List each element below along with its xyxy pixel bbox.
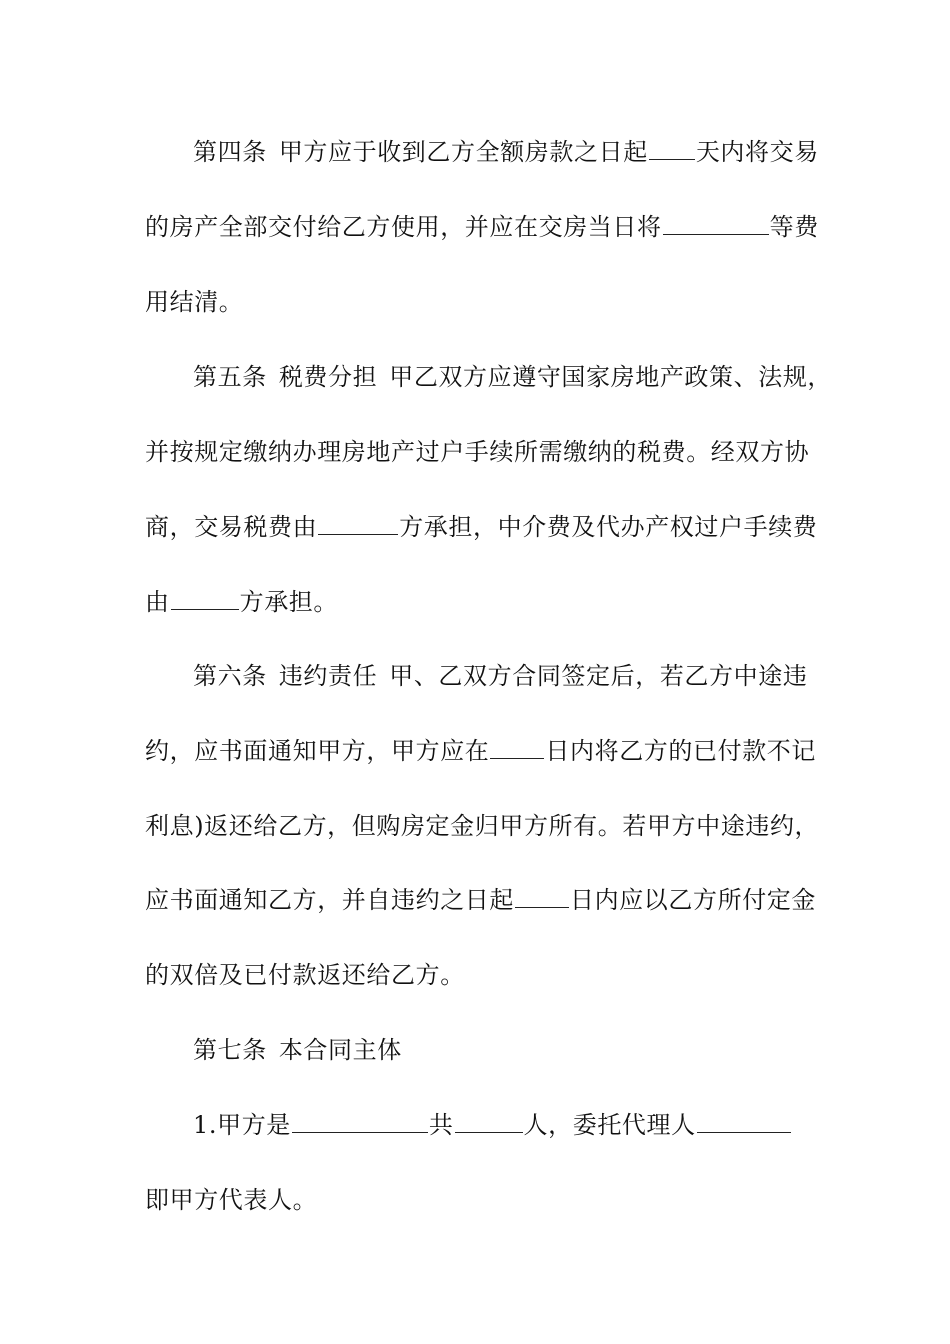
article-number: 第五条: [193, 363, 267, 391]
article-text: 甲方应于收到乙方全额房款之日起: [278, 138, 648, 166]
article4-line2: [145, 211, 819, 243]
article6-line5: 的双倍及已付款返还给乙方。: [145, 961, 465, 989]
fill-blank[interactable]: [515, 885, 569, 908]
article-text: 约，应书面通知甲方，甲方应在: [145, 737, 490, 765]
article4-line3: 用结清。: [145, 288, 244, 316]
article-text: 应书面通知乙方，并自违约之日起: [145, 886, 514, 914]
article-text: 1.甲方是: [193, 1111, 291, 1139]
fill-blank[interactable]: [292, 1110, 428, 1133]
article5-line3: [145, 511, 817, 543]
article5-line2: 并按规定缴纳办理房地产过户手续所需缴纳的税费。经双方协: [145, 438, 810, 466]
article-text: 日内应以乙方所付定金: [570, 886, 816, 914]
article-number: 第六条: [193, 662, 267, 690]
article-text: 等费: [769, 213, 819, 241]
fill-blank[interactable]: [649, 137, 695, 160]
article6-line1: [193, 660, 807, 692]
article-text: 方承担。: [239, 588, 339, 616]
article6-line3: 利息)返还给乙方，但购房定金归甲方所有。若甲方中途违约，: [145, 812, 820, 840]
article-subtitle: 违约责任: [278, 662, 378, 690]
article7-item1: [193, 1109, 792, 1141]
article-text: 人，委托代理人: [523, 1111, 696, 1139]
fill-blank[interactable]: [171, 587, 239, 610]
article-text: 甲乙双方应遵守国家房地产政策、法规，: [389, 363, 833, 391]
article-text: 日内将乙方的已付款不记: [545, 737, 817, 765]
article-number: 第七条: [193, 1036, 267, 1064]
article-number: 第四条: [193, 138, 267, 166]
fill-blank[interactable]: [663, 212, 769, 235]
article-text: 商，交易税费由: [145, 513, 318, 541]
article-subtitle: 本合同主体: [278, 1036, 402, 1064]
article7-heading: [193, 1034, 402, 1066]
article-text: 由: [145, 588, 170, 616]
article-text: 方承担，中介费及代办产权过户手续费: [399, 513, 818, 541]
article7-item1-cont: 即甲方代表人。: [145, 1186, 318, 1214]
article-text: 的房产全部交付给乙方使用，并应在交房当日将: [145, 213, 662, 241]
article4-line1: [193, 136, 819, 168]
article6-line2: [145, 735, 816, 767]
article-text: 共: [428, 1111, 454, 1139]
fill-blank[interactable]: [697, 1110, 791, 1133]
article5-line4: [145, 586, 338, 618]
article-text: 甲、乙双方合同签定后，若乙方中途违: [389, 662, 808, 690]
article5-line1: [193, 361, 832, 393]
article6-line4: [145, 884, 816, 916]
article-subtitle: 税费分担: [278, 363, 378, 391]
fill-blank[interactable]: [490, 736, 544, 759]
fill-blank[interactable]: [455, 1110, 523, 1133]
fill-blank[interactable]: [318, 512, 398, 535]
article-text: 天内将交易: [695, 138, 819, 166]
